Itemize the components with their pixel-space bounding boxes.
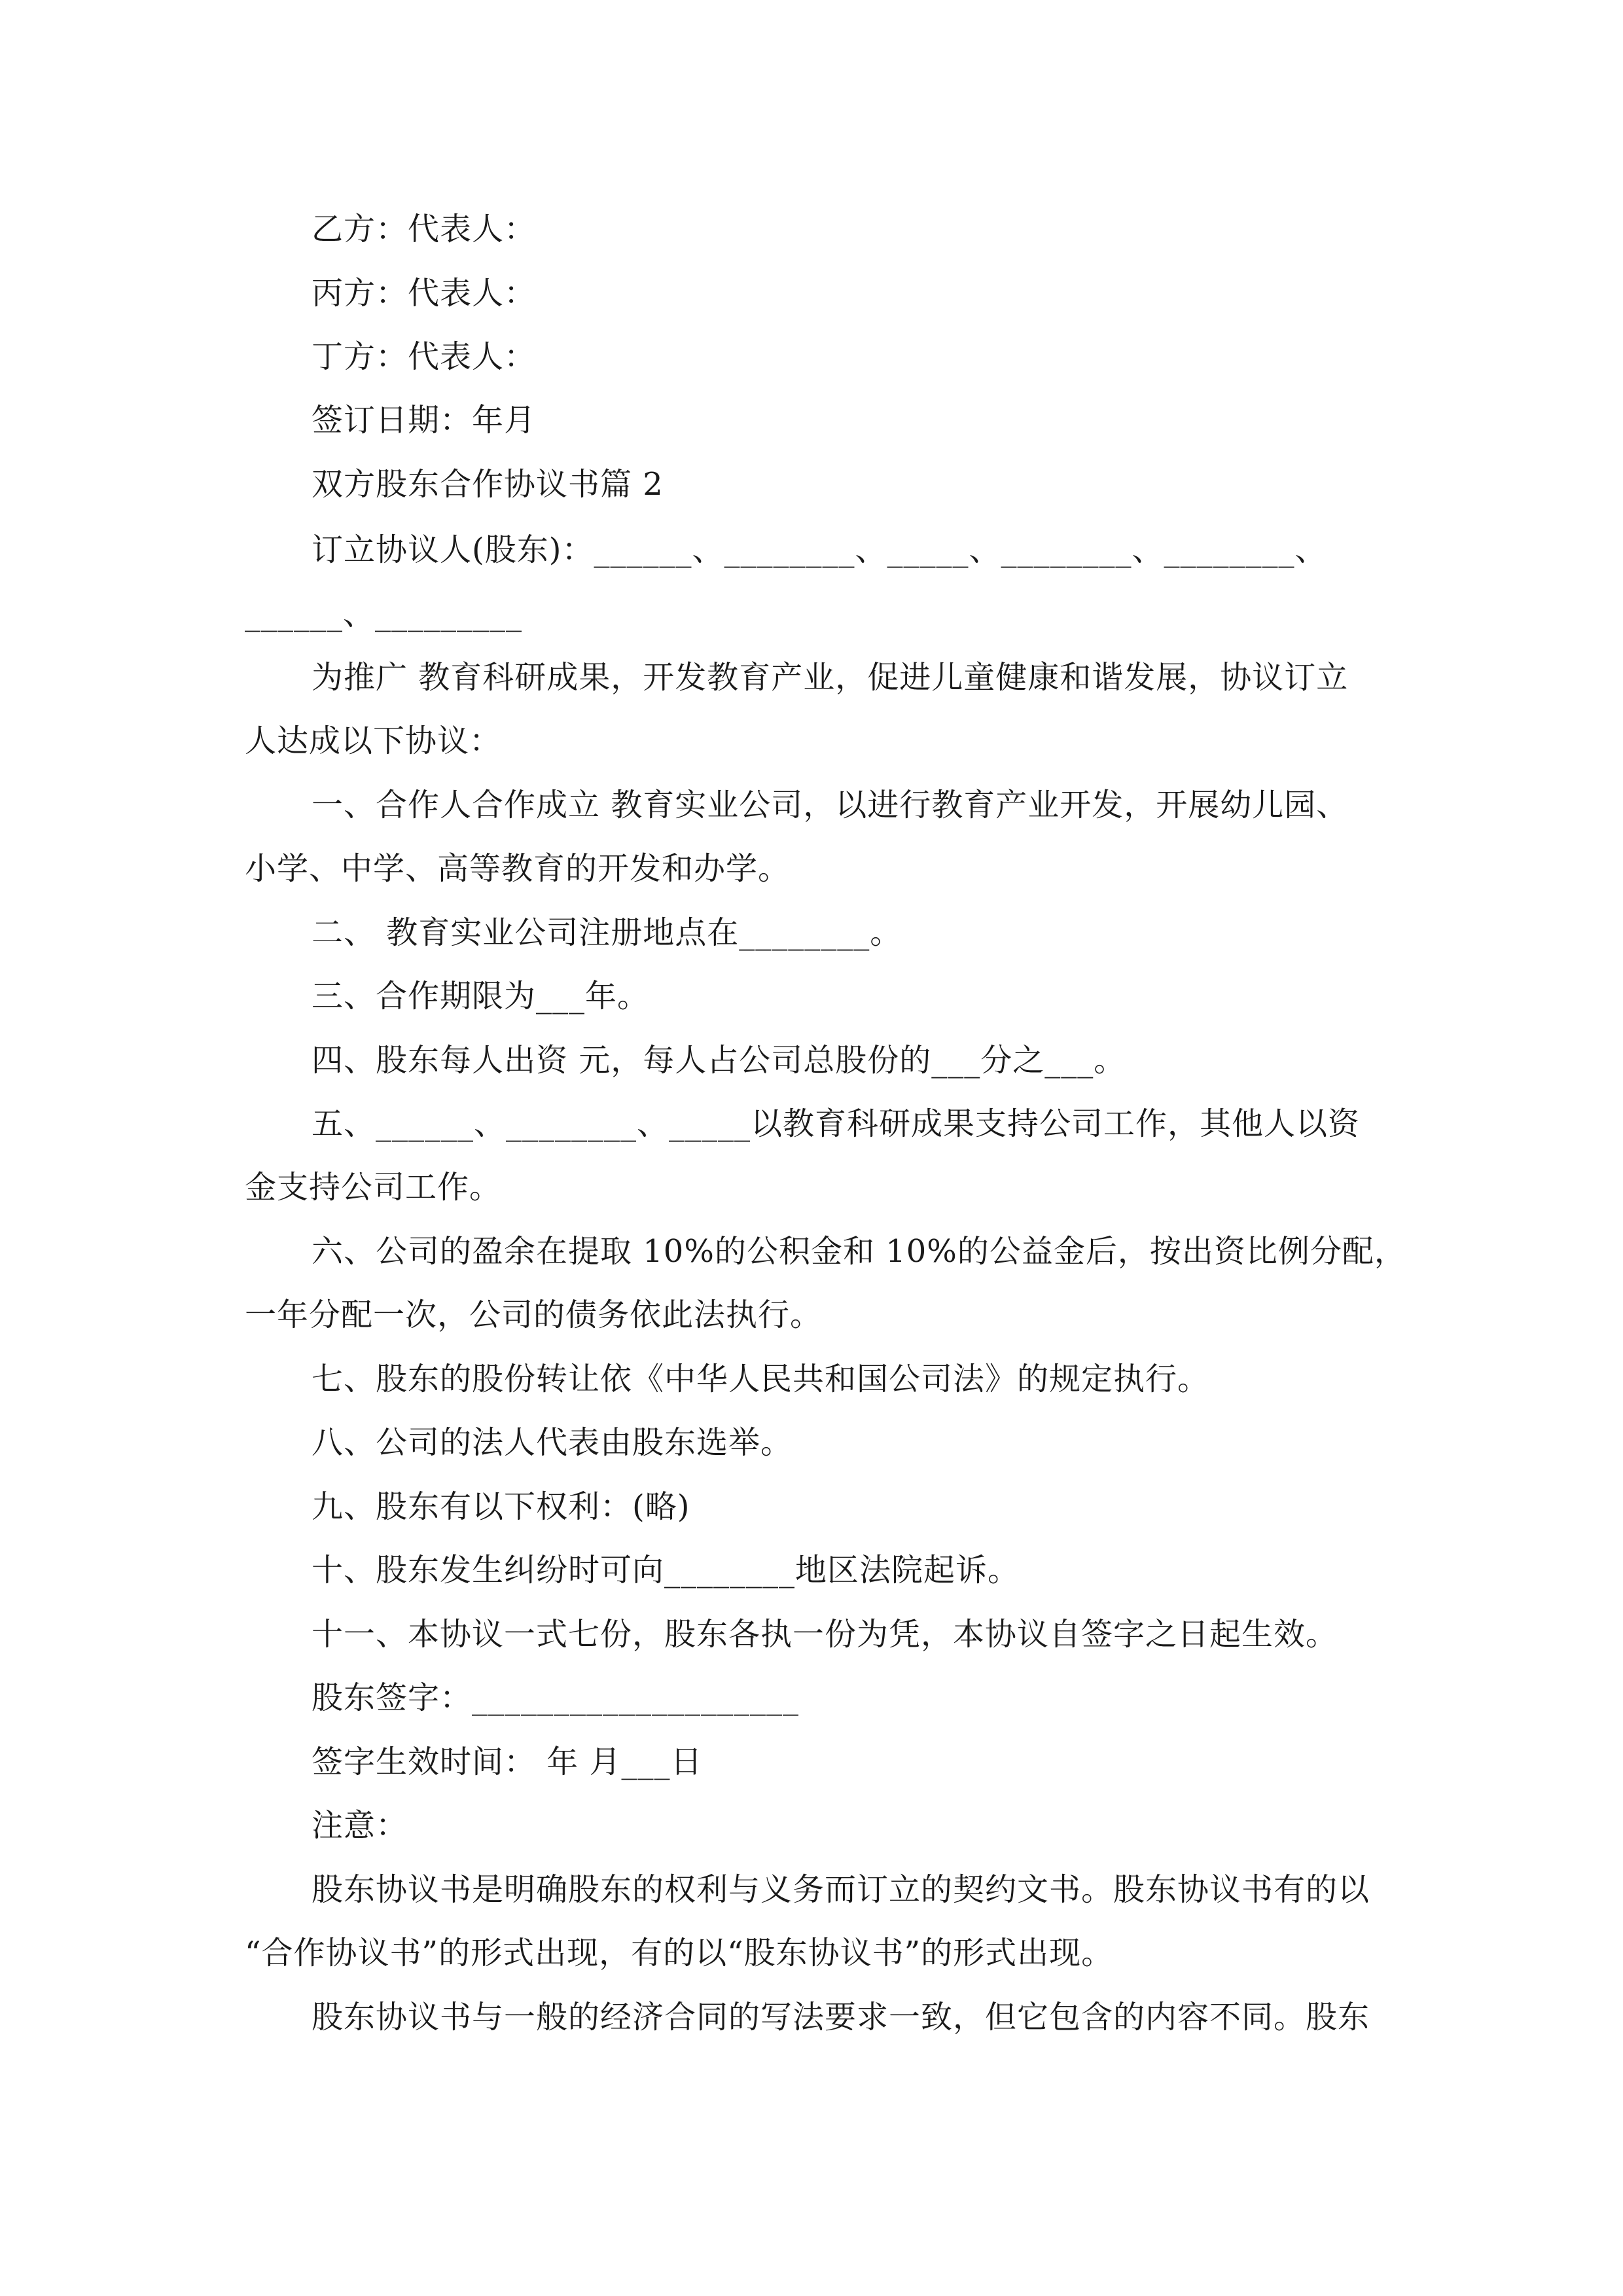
clause-4: 四、股东每人出资 元，每人占公司总股份的___分之___。: [312, 1042, 1126, 1079]
preamble-line-2: 人达成以下协议：: [245, 723, 502, 759]
preamble-line-1: 为推广 教育科研成果，开发教育产业，促进儿童健康和谐发展，协议订立: [312, 659, 1349, 696]
note-paragraph-1-line-2: “合作协议书”的形式出现，有的以“股东协议书”的形式出现。: [245, 1935, 1114, 1971]
clause-7: 七、股东的股份转让依《中华人民共和国公司法》的规定执行。: [312, 1361, 1210, 1397]
effective-date-line: 签字生效时间： 年 月___日: [312, 1744, 703, 1780]
clause-5-line-2: 金支持公司工作。: [245, 1169, 502, 1206]
note-paragraph-1-line-1: 股东协议书是明确股东的权利与义务而订立的契约文书。股东协议书有的以: [312, 1871, 1370, 1908]
clause-6-line-2: 一年分配一次，公司的债务依此法执行。: [245, 1297, 823, 1333]
section-title: 双方股东合作协议书篇 2: [312, 466, 664, 503]
shareholders-line-continued: ______、_________: [245, 596, 523, 632]
note-heading: 注意：: [312, 1807, 408, 1844]
party-d-line: 丁方：代表人：: [312, 338, 537, 375]
clause-2: 二、 教育实业公司注册地点在________。: [312, 914, 902, 951]
clause-11: 十一、本协议一式七份，股东各执一份为凭，本协议自签字之日起生效。: [312, 1616, 1338, 1653]
clause-1-line-1: 一、合作人合作成立 教育实业公司，以进行教育产业开发，开展幼儿园、: [312, 787, 1349, 823]
party-b-line: 乙方：代表人：: [312, 211, 537, 247]
signing-date-line: 签订日期：年月: [312, 402, 537, 439]
clause-9: 九、股东有以下权利：(略): [312, 1488, 690, 1525]
shareholder-signature-line: 股东签字：____________________: [312, 1679, 800, 1716]
shareholders-line: 订立协议人(股东)：______、________、_____、________、________、: [312, 531, 1327, 568]
party-c-line: 丙方：代表人：: [312, 275, 537, 312]
clause-1-line-2: 小学、中学、高等教育的开发和办学。: [245, 850, 791, 887]
clause-10: 十、股东发生纠纷时可向________地区法院起诉。: [312, 1552, 1020, 1588]
clause-3: 三、合作期限为___年。: [312, 978, 650, 1014]
note-paragraph-2-line-1: 股东协议书与一般的经济合同的写法要求一致，但它包含的内容不同。股东: [312, 1999, 1370, 2036]
clause-6-line-1: 六、公司的盈余在提取 10%的公积金和 10%的公益金后，按出资比例分配，: [312, 1233, 1406, 1270]
clause-5-line-1: 五、______、________、_____以教育科研成果支持公司工作，其他人以资: [312, 1105, 1361, 1142]
clause-8: 八、公司的法人代表由股东选举。: [312, 1424, 793, 1461]
